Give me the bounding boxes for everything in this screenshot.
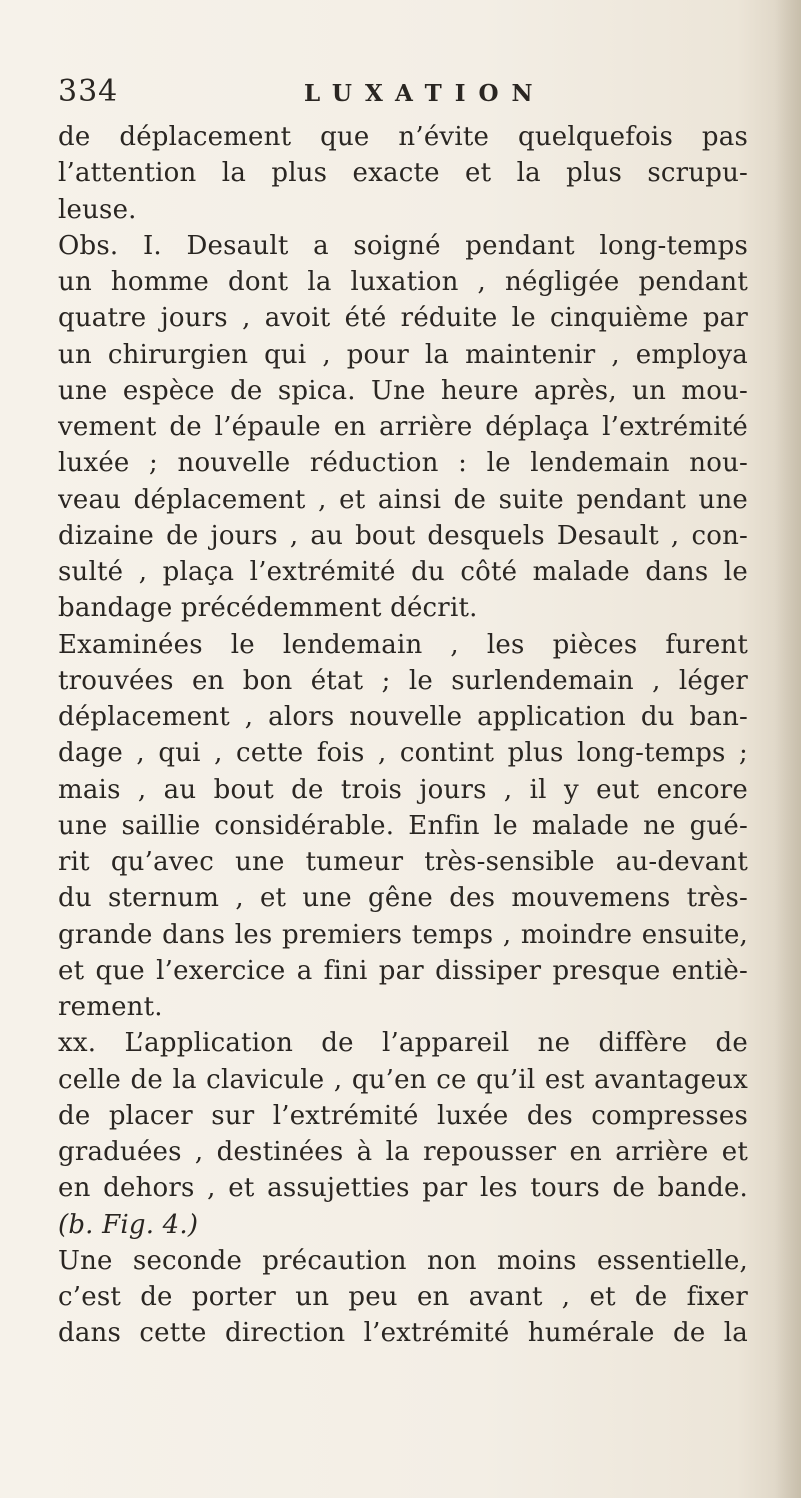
text-line: Une seconde précaution non moins essentielle, (58, 1245, 748, 1276)
text-line: xx. L’application de l’appareil ne diffère de (58, 1028, 748, 1059)
text-line: grande dans les premiers temps , moindre ensuite, (58, 919, 748, 950)
body-text (58, 119, 748, 1352)
text-line: celle de la clavicule , qu’en ce qu’il est avantageux (58, 1064, 748, 1095)
running-head: LUXATION (304, 80, 546, 107)
text-line: une espèce de spica. Une heure après, un mou- (58, 375, 748, 406)
text-line: dizaine de jours , au bout desquels Desault , con- (58, 520, 748, 551)
text-line: graduées , destinées à la repousser en arrière et (58, 1137, 748, 1167)
text-line: c’est de porter un peu en avant , et de fixer (58, 1282, 748, 1312)
text-line: en dehors , et assujetties par les tours de bande. (58, 1173, 748, 1204)
text-line: veau déplacement , et ainsi de suite pendant une (58, 484, 748, 515)
text-line: quatre jours , avoit été réduite le cinquième par (58, 303, 748, 334)
text-line: rement. (58, 992, 163, 1022)
text-line: un chirurgien qui , pour la maintenir , employa (58, 339, 748, 370)
text-line: mais , au bout de trois jours , il y eut encore (58, 774, 748, 805)
text-line: dans cette direction l’extrémité humérale de la (58, 1318, 748, 1349)
text-line: leuse. (58, 194, 137, 225)
text-line: bandage précédemment décrit. (58, 593, 478, 624)
page-header (58, 74, 748, 114)
text-line: et que l’exercice a fini par dissiper presque entiè- (58, 955, 748, 986)
text-line: rit qu’avec une tumeur très-sensible au-devant (58, 847, 748, 877)
text-line: du sternum , et une gêne des mouvemens très- (58, 883, 748, 914)
text-line: un homme dont la luxation , négligée pendant (58, 267, 748, 297)
figure-reference: (b. Fig. 4.) (58, 1209, 199, 1240)
text-line: Obs. I. Desault a soigné pendant long-temps (58, 230, 748, 261)
text-line: déplacement , alors nouvelle application du ban- (58, 702, 748, 732)
text-line: dage , qui , cette fois , contint plus long-temps ; (58, 738, 748, 769)
text-line: Examinées le lendemain , les pièces furent (58, 629, 748, 660)
text-line: une saillie considérable. Enfin le malade ne gué- (58, 810, 748, 841)
text-line: l’attention la plus exacte et la plus scrupu- (58, 158, 748, 189)
text-line: de déplacement que n’évite quelquefois pas (58, 122, 748, 152)
page-number: 334 (58, 74, 119, 109)
text-line: sulté , plaça l’extrémité du côté malade dans le (58, 557, 748, 587)
text-line: vement de l’épaule en arrière déplaça l’extrémité (58, 412, 748, 442)
page-edge-shadow (775, 0, 801, 1498)
text-line: trouvées en bon état ; le surlendemain , léger (58, 665, 748, 696)
text-line: de placer sur l’extrémité luxée des compresses (58, 1100, 748, 1131)
text-line: luxée ; nouvelle réduction : le lendemain nou- (58, 448, 748, 479)
